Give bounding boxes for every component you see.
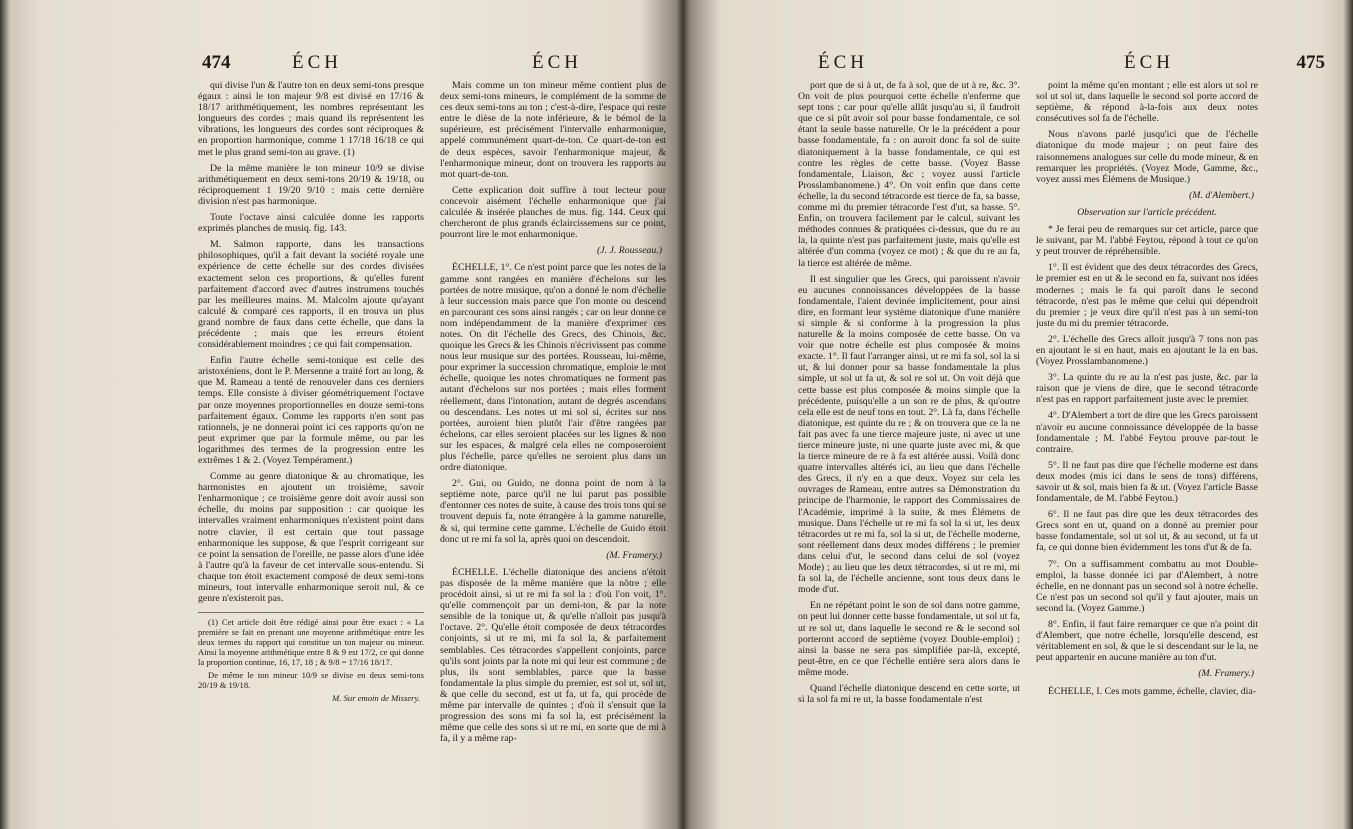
text-column-right-2 — [1036, 80, 1258, 819]
paragraph: De la même manière le ton mineur 10/9 se divise arithmétiquement en deux semi-tons 20/19 & 19/18, ou réciproquement 1 19/20 9/10 : mais cette dernière division n'est pas harmonique. — [198, 162, 424, 207]
paragraph: 5°. Il ne faut pas dire que l'échelle moderne est dans deux modes (mis ici dans le sens de tons) différens, savoir ut & sol, mais bien fa & ut. (Voyez l'article Basse fondamentale, de M. l'abbé Feytou.) — [1036, 459, 1258, 505]
footnote-signature: M. Sur emoin de Missery. — [332, 693, 420, 704]
running-head: ÉCH — [532, 52, 582, 73]
paragraph: qui divise l'un & l'autre ton en deux semi-tons presque égaux : ainsi le ton majeur 9/8 est divisé en 17/16 & 18/17 arithmétiquement, les nombres représentant les longueurs des cordes ; mais quand ils représentent les vibrations, les longueurs des cordes sont réciproques & en proportion harmonique, comme 1 17/18 16/18 ce qui met le plus grand semi-ton au grave. (1) — [198, 80, 424, 158]
right-page-header — [690, 52, 1353, 78]
footnote-text: De même le ton mineur 10/9 se divise en deux semi-tons 20/19 & 19/18. — [198, 670, 424, 691]
paragraph: M. Salmon rapporte, dans les transactions philosophiques, qu'il a fait devant la société royale une expérience de cette échelle sur des cordes divisées exactement selon ces proportions, & qu'elles furent parfaitement d'accord avec d'autres instrumens touchés par les meilleures mains. M. Malcolm ajoute qu'ayant calculé & comparé ces rapports, il en trouva un plus grand nombre de faux dans cette échelle, que dans la précédente ; mais que les erreurs étoient considérablement moindres ; ce qui fait compensation. — [198, 239, 424, 351]
author-signature: (J. J. Rousseau.) — [596, 245, 662, 257]
page-number: 474 — [202, 52, 231, 73]
author-signature: (M. Framery.) — [606, 549, 662, 561]
running-head: ÉCH — [818, 52, 868, 73]
paragraph: En ne répétant point le son de sol dans notre gamme, on peut lui donner cette basse fondamentale, ut sol ut fa, ut re sol ut, dans laquelle le second re & le second sol porteront accord de septième (voyez Double-emploi) ; ainsi la basse ne sera pas simplifiée par-là, excepté, peut-être, en ce que l'échelle entière sera alors dans le même mode. — [798, 600, 1020, 678]
paragraph: Cette explication doit suffire à tout lecteur pour concevoir aisément l'échelle enharmonique que j'ai calculée & insérée planches de mus. fig. 144. Ceux qui chercheront de plus grands éclaircissemens sur ce point, pourront lire le mot enharmonique. — [440, 184, 666, 241]
footnote — [198, 612, 424, 703]
text-column-left-2 — [440, 80, 666, 819]
paragraph: Nous n'avons parlé jusqu'ici que de l'échelle diatonique du mode majeur ; on peut faire des raisonnemens analogues sur celle du mode mineur, & en remarquer les propriétés. (Voyez Mode, Gamme, &c., voyez aussi mes Élémens de Musique.) — [1036, 129, 1258, 185]
paragraph: 3°. La quinte du re au la n'est pas juste, &c. par la raison que je viens de dire, que le second tétracorde n'est pas en rapport parfaitement juste avec le premier. — [1036, 372, 1258, 406]
left-page-header — [0, 52, 676, 78]
paragraph: 2°. L'échelle des Grecs alloit jusqu'à 7 tons non pas en ajoutant le si en haut, mais en ajoutant le la en bas. (Voyez Prosslambanomene.) — [1036, 333, 1258, 368]
author-signature: (M. d'Alembert.) — [1189, 189, 1254, 201]
paragraph: point la même qu'en montant ; elle est alors ut sol re sol ut sol ut, dans laquelle le second sol porte accord de septième, & répond à-la-fois aux deux notes consécutives sol fa de l'échelle. — [1036, 80, 1258, 125]
paragraph: ÉCHELLE, 1°. Ce n'est point parce que les notes de la gamme sont rangées en manière d'échelons sur les portées de notre musique, qu'on a donné le nom d'échelle à leur succession mais parce que l'on monte ou descend en parcourant ces sons ainsi rangés ; car on leur donne ce nom indépendamment de la manière d'exprimer ces notes. On dit l'échelle des Grecs, des Chinois, &c. quoique les Grecs & les Chinois n'écrivissent pas comme nous leur musique sur des portées. Rousseau, lui-même, pour exprimer la succession chromatique, emploie le mot échelle, quoique les notes chromatiques ne forment pas autant d'échelons sur nos portées ; mais elles forment réellement, dans l'intonation, autant de degrés ascendans ou descendans. Les notes ut mi sol si, écrites sur nos portées, auroient bien plutôt l'air d'être rangées par échelons, car elles seroient placées sur les lignes & non sur les espaces, & malgré cela elles ne composeroient plus l'échelle, parce qu'elles ne seroient plus dans un ordre diatonique. — [440, 262, 666, 474]
page-number: 475 — [1296, 52, 1325, 73]
paragraph: ÉCHELLE, I. Ces mots gamme, échelle, clavier, dia- — [1048, 685, 1256, 697]
paragraph: 1°. Il est évident que des deux tétracordes des Grecs, le premier est en ut & le second en fa, suivant nos idées modernes ; mais le fa qui paroît dans le second tétracorde, n'est pas le même que celui qui dépendroit du premier ; je veux dire qu'il n'est pas à un semi-ton juste du mi du premier tétracorde. — [1036, 262, 1258, 329]
footnote-text: (1) Cet article doit être rédigé ainsi pour être exact : « La première se fait en prenant une moyenne arithmétique entre les deux termes du rapport qui constitue un ton majeur ou mineur. Ainsi la moyenne arithmétique entre 8 & 9 est 17/2, ce qui donne la proportion continue, 16, 17, 18 ; & 9/8 = 17/16 18/17. — [198, 617, 424, 668]
section-heading: Observation sur l'article précédent. — [1077, 206, 1217, 218]
paragraph: port que de si à ut, de fa à sol, que de ut à re, &c. 3°. On voit de plus pourquoi cette échelle n'enferme que sept tons ; car pour qu'elle allât jusqu'au si, il faudroit que ce si pût avoir sol pour basse fondamentale, ce sol étant la seule basse naturelle. Or le la précédent a pour basse fondamentale, fa : on auroit donc fa sol de suite diatoniquement à la basse fondamentale, ce qui est contre les règles de cette basse. (Voyez Basse fondamentale, Liaison, &c ; voyez aussi l'article Prosslambanomene.) 4°. On voit enfin que dans cette échelle, la du second tétracorde est tierce de fa, sa basse, comme mi du premier tétracorde l'est d'ut, sa basse. 5°. Enfin, on trouvera facilement par le calcul, suivant les méthodes connues & pratiquées ci-dessus, que du re au la, la quinte n'est pas parfaitement juste, mais qu'elle est altérée d'un comma (voyez ce mot) ; & que du re au fa, la tierce est altérée de même. — [798, 80, 1020, 269]
paragraph: Mais comme un ton mineur même contient plus de deux semi-tons mineurs, le complément de la somme de ces deux semi-tons au ton ; c'est-à-dire, l'espace qui reste entre le dièse de la note inférieure, & le bémol de la supérieure, est précisément l'intervalle enharmonique, appelé communément quart-de-ton. Ce quart-de-ton est de deux espèces, savoir l'enharmonique majeur, & l'enharmonique mineur, dont on trouvera les rapports au mot quart-de-ton. — [440, 80, 666, 180]
paragraph: Comme au genre diatonique & au chromatique, les harmonistes en ajoutent un troisième, savoir l'enharmonique ; ce troisième genre doit avoir aussi son échelle, du moins par supposition : car quoique les intervalles vraiment enharmoniques n'existent point dans notre clavier, il est certain que tout passage enharmonique les suppose, & que l'esprit corrigeant sur ce point la sensation de l'oreille, ne passe alors d'une idée à l'autre qu'à la faveur de cet intervalle sous-entendu. Si chaque ton étoit exactement composé de deux semi-tons mineurs, tout intervalle enharmonique seroit nul, & ce genre n'existeroit pas. — [198, 471, 424, 605]
running-head: ÉCH — [292, 52, 342, 73]
paragraph: ÉCHELLE. L'échelle diatonique des anciens n'étoit pas disposée de la même manière que la nôtre ; elle procédoit ainsi, si ut re mi fa sol la : d'où l'on voit, 1°. qu'elle commençoit par un demi-ton, & par la note sensible de la tonique ut, & qu'elle n'alloit pas jusqu'à l'octave. 2°. Qu'elle étoit composée de deux tétracordes conjoints, si ut re mi, mi fa sol la, & parfaitement semblables. Ces tétracordes s'appellent conjoints, parce qu'ils sont joints par la note mi qui leur est commune ; de plus, ils sont semblables, parce que la basse fondamentale la plus simple du premier, est sol ut, sol ut, & que celle du second, est ut fa, ut fa, qui procède de même par intervalle de quintes ; d'où il s'ensuit que la progression des sons mi fa sol la, est précisément la même que celle des sons si ut re mi, en sorte que de mi à fa, il y a même rap- — [440, 566, 666, 745]
right-page — [690, 0, 1353, 829]
left-page — [0, 0, 676, 829]
paragraph: 4°. D'Alembert a tort de dire que les Grecs paroissent n'avoir eu aucune connoissance développée de la basse fondamentale ; M. l'abbé Feytou prouve par-tout le contraire. — [1036, 410, 1258, 455]
text-column-left-1 — [198, 80, 424, 819]
author-signature: (M. Framery.) — [1198, 668, 1254, 680]
text-column-right-1 — [798, 80, 1020, 819]
paragraph: Il est singulier que les Grecs, qui paroissent n'avoir eu aucunes connoissances développées de la basse fondamentale, l'aient devinée implicitement, pour ainsi dire, en formant leur système diatonique d'une manière si simple & si conforme à la progression la plus naturelle & la moins composée de cette basse. On va voir que notre échelle est plus composée & moins exacte. 1°. Il faut l'arranger ainsi, ut re mi fa sol, sol la si ut, & lui donner pour sa basse fondamentale la plus simple, ut sol ut fa ut, & sol re sol ut. On voit déjà que cette basse est plus composée & moins simple que la précédente, puisqu'elle a un son re de plus, & qu'outre cela elle est de neuf tons en tout. 2°. Là fa, dans l'échelle diatonique, est quinte du re ; & on trouvera que ce la ne fait pas avec fa une tierce majeure juste, ni avec ut une tierce mineure juste, ni une quarte juste avec mi, & que la tierce mineure de re à fa est altérée aussi. Voilà donc quatre intervalles altérés ici, au lieu que dans l'échelle des Grecs, il n'y en a que deux. Voyez sur cela les ouvrages de Rameau, entre autres sa Démonstration du principe de l'harmonie, le rapport des Commissaires de l'Académie, imprimé à la suite, & mes Élémens de musique. Dans l'échelle ut re mi fa sol la si ut, les deux tétracordes ut re mi fa, sol la si ut, de l'échelle moderne, sont réellement dans deux modes différens ; le premier dans celui d'ut, le second dans celui de sol (voyez Mode) ; au lieu que les deux tétracordes, si ut re mi, mi fa sol la, de l'échelle ancienne, sont tous deux dans le mode d'ut. — [798, 273, 1020, 596]
paragraph: Quand l'échelle diatonique descend en cette sorte, ut si la sol fa mi re ut, la basse fondamentale n'est — [798, 682, 1020, 706]
paragraph: 7°. On a suffisamment combattu au mot Double-emploi, la basse donnée ici par d'Alembert, à notre échelle, en ne donnant pas un second sol à notre échelle. Ce n'est pas un second sol qu'il y faut ajouter, mais un second la. (Voyez Gamme.) — [1036, 558, 1258, 614]
paragraph: Enfin l'autre échelle semi-tonique est celle des aristoxéniens, dont le P. Mersenne a traité fort au long, & que M. Rameau a tenté de renouveler dans ces derniers temps. Elle consiste à diviser géométriquement l'octave par onze moyennes proportionnelles en douze semi-tons parfaitement égaux. Comme les rapports n'en sont pas rationnels, je ne donnerai point ici ces rapports qu'on ne peut exprimer que par la formule même, ou par les logarithmes des termes de la progression entre les extrêmes 1 & 2. (Voyez Tempérament.) — [198, 355, 424, 466]
paragraph: 2°. Gui, ou Guido, ne donna point de nom à la septième note, parce qu'il ne lui parut pas possible d'entonner ces notes de suite, à cause des trois tons qui se trouvent depuis fa, note étrangère à la gamme naturelle, & si, qui termine cette gamme. L'échelle de Guido étoit donc ut re mi fa sol la, après quoi on descendoit. — [440, 478, 666, 545]
paragraph: Toute l'octave ainsi calculée donne les rapports exprimés planches de musiq. fig. 143. — [198, 212, 424, 235]
paragraph: 8°. Enfin, il faut faire remarquer ce que n'a point dit d'Alembert, que notre échelle, lorsqu'elle descend, est véritablement en sol, & que le si descendant sur le la, ne peut appartenir en aucune manière au ton d'ut. — [1036, 619, 1258, 664]
paragraph: * Je ferai peu de remarques sur cet article, parce que le suivant, par M. l'abbé Feytou, répond à tout ce qu'on y peut trouver de répréhensible. — [1036, 224, 1258, 258]
paragraph: 6°. Il ne faut pas dire que les deux tétracordes des Grecs sont en ut, quand on a donné au premier pour basse fondamentale, sol ut sol ut, & au second, ut fa ut fa, ce qui donne bien évidemment les tons d'ut & de fa. — [1036, 509, 1258, 554]
running-head: ÉCH — [1124, 52, 1174, 73]
